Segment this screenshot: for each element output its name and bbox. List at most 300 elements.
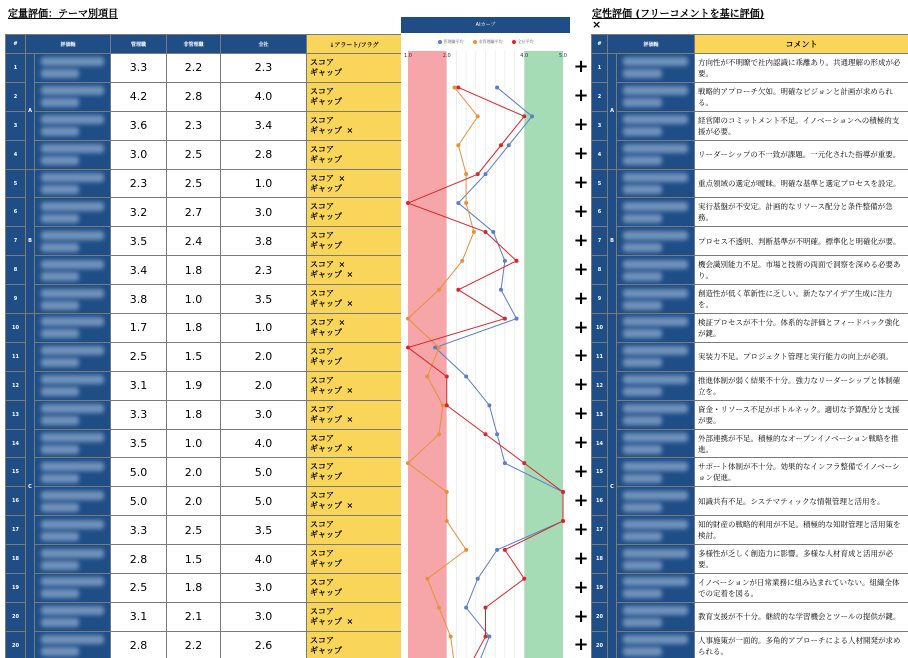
flag-label-gap: ギャップ: [310, 241, 343, 251]
data-point-series-1: [464, 172, 468, 176]
score-nonmanager: 2.0: [167, 487, 221, 516]
x-tick-label: 4.0: [520, 53, 529, 59]
comment-cell: 多様性が乏しく創造力に影響。多様な人材育成と活用が必要。: [695, 545, 908, 574]
score-company: 3.4: [221, 111, 307, 140]
data-point-series-1: [425, 577, 429, 581]
comment-cell: 実装力不足。プロジェクト管理と実行能力の向上が必須。: [695, 342, 908, 371]
data-point-series-0: [499, 288, 503, 292]
axis-item-blurred: [617, 458, 695, 487]
data-point-series-2: [503, 548, 507, 552]
group-label: C: [26, 314, 35, 658]
row-index: 19: [592, 574, 608, 603]
score-manager: 3.1: [111, 371, 167, 400]
data-point-series-1: [476, 114, 480, 118]
add-row-button[interactable]: +: [573, 316, 589, 338]
alert-flag-cell[interactable]: [307, 602, 402, 631]
row-index: 16: [592, 487, 608, 516]
score-company: 2.3: [221, 256, 307, 285]
flag-line-1: [310, 520, 401, 530]
table-row: [6, 487, 402, 516]
add-row-button[interactable]: +: [573, 258, 589, 280]
flag-line-1: [310, 405, 401, 415]
axis-item-blurred: [617, 169, 695, 198]
flag-mark-2: ×: [346, 299, 354, 309]
flag-label-gap: ギャップ: [310, 270, 343, 280]
row-index: 19: [6, 574, 26, 603]
row-index: 18: [592, 545, 608, 574]
flag-line-1: [310, 434, 401, 444]
data-point-series-1: [460, 259, 464, 263]
score-manager: 3.2: [111, 198, 167, 227]
data-point-series-0: [495, 85, 499, 89]
table-row: [6, 54, 402, 83]
flag-label-score: スコア: [310, 433, 335, 443]
data-point-series-1: [437, 288, 441, 292]
axis-item-blurred: [35, 169, 111, 198]
flag-label-score: スコア: [310, 260, 335, 270]
add-row-button[interactable]: +: [573, 85, 589, 107]
flag-label-gap: ギャップ: [310, 530, 343, 540]
flag-mark-2: ×: [346, 443, 354, 453]
row-index: 10: [6, 314, 26, 343]
alert-flag-cell[interactable]: [307, 54, 402, 83]
table-row: [6, 314, 402, 343]
axis-item-blurred: [617, 256, 695, 285]
flag-line-2: [310, 386, 401, 396]
axis-item-blurred: [617, 602, 695, 631]
qual-title: 定性評価 (フリーコメントを基に評価): [592, 9, 765, 20]
flag-label-gap: ギャップ: [310, 183, 343, 193]
alert-flag-cell[interactable]: [307, 487, 402, 516]
table-row: [6, 602, 402, 631]
table-row: [592, 342, 908, 371]
flag-line-2: [310, 559, 401, 569]
data-point-series-2: [515, 259, 519, 263]
flag-mark-2: ×: [346, 125, 354, 135]
table-row: [592, 429, 908, 458]
score-company: 5.0: [221, 458, 307, 487]
axis-item-blurred: [35, 140, 111, 169]
flag-line-2: [310, 617, 401, 627]
score-company: 2.0: [221, 371, 307, 400]
axis-item-blurred: [35, 82, 111, 111]
score-nonmanager: 1.8: [167, 256, 221, 285]
flag-line-2: [310, 501, 401, 511]
row-index: 7: [592, 227, 608, 256]
alert-flag-cell[interactable]: [307, 429, 402, 458]
score-company: 4.0: [221, 545, 307, 574]
alert-flag-cell[interactable]: [307, 256, 402, 285]
flag-line-2: [310, 212, 401, 222]
data-point-series-1: [437, 432, 441, 436]
score-manager: 3.3: [111, 516, 167, 545]
axis-item-blurred: [35, 198, 111, 227]
flag-line-1: [310, 578, 401, 588]
score-manager: 2.5: [111, 342, 167, 371]
alert-flag-cell[interactable]: [307, 342, 402, 371]
row-index: 5: [592, 169, 608, 198]
data-point-series-1: [472, 230, 476, 234]
add-row-button[interactable]: +: [573, 403, 589, 425]
score-nonmanager: 1.5: [167, 545, 221, 574]
score-nonmanager: 2.5: [167, 140, 221, 169]
add-row-button[interactable]: +: [573, 461, 589, 483]
add-row-button[interactable]: +: [573, 518, 589, 540]
row-index: 13: [592, 400, 608, 429]
add-row-button[interactable]: +: [573, 605, 589, 627]
alert-flag-cell[interactable]: [307, 371, 402, 400]
flag-label-gap: ギャップ: [310, 154, 343, 164]
data-point-series-0: [503, 461, 507, 465]
data-point-series-1: [464, 548, 468, 552]
data-point-series-2: [456, 85, 460, 89]
axis-item-blurred: [35, 602, 111, 631]
row-index: 15: [592, 458, 608, 487]
flag-label-gap: ギャップ: [310, 645, 343, 655]
axis-item-blurred: [617, 285, 695, 314]
quant-header-row: [6, 35, 402, 54]
flag-label-gap: ギャップ: [310, 616, 343, 626]
flag-label-score: スコア: [310, 606, 335, 616]
add-row-button[interactable]: +: [573, 229, 589, 251]
add-row-button[interactable]: +: [573, 374, 589, 396]
axis-item-blurred: [617, 371, 695, 400]
score-nonmanager: 1.8: [167, 574, 221, 603]
comment-cell: 戦略的アプローチ欠如。明確なビジョンと計画が求められる。: [695, 82, 908, 111]
data-point-series-0: [484, 172, 488, 176]
flag-label-score: スコア: [310, 346, 335, 356]
axis-item-blurred: [35, 458, 111, 487]
data-point-series-2: [522, 461, 526, 465]
table-row: [592, 256, 908, 285]
data-point-series-1: [456, 143, 460, 147]
flag-line-1: [310, 636, 401, 646]
table-row: [6, 371, 402, 400]
flag-mark-1: ×: [338, 173, 346, 183]
row-index: 7: [6, 227, 26, 256]
flag-label-gap: ギャップ: [310, 96, 343, 106]
axis-item-blurred: [617, 574, 695, 603]
col-header-alert[interactable]: ↓アラート/フラグ: [307, 35, 402, 54]
data-point-series-0: [530, 114, 534, 118]
row-index: 8: [592, 256, 608, 285]
row-index: 20: [6, 602, 26, 631]
flag-label-gap: ギャップ: [310, 125, 343, 135]
flag-line-2: [310, 299, 401, 309]
add-row-button[interactable]: +: [573, 432, 589, 454]
add-row-button[interactable]: +: [573, 489, 589, 511]
flag-mark-1: ×: [338, 260, 346, 270]
quant-table: [5, 34, 402, 658]
axis-item-blurred: [35, 256, 111, 285]
comment-cell: 経営陣のコミットメント不足。イノベーションへの積極的支援が必要。: [695, 111, 908, 140]
legend-item-company: [512, 39, 534, 45]
row-index: 2: [592, 82, 608, 111]
col-header-axis-right: 評価軸: [608, 35, 695, 54]
table-row: [592, 487, 908, 516]
data-point-series-0: [464, 374, 468, 378]
score-company: 3.5: [221, 516, 307, 545]
flag-label-gap: ギャップ: [310, 327, 343, 337]
low-score-band: [408, 51, 447, 658]
flag-line-1: [310, 462, 401, 472]
score-company: 3.0: [221, 198, 307, 227]
score-company: 2.8: [221, 140, 307, 169]
row-index: 17: [592, 516, 608, 545]
row-index: 14: [592, 429, 608, 458]
data-point-series-1: [453, 85, 457, 89]
flag-mark-2: ×: [346, 270, 354, 280]
table-row: [592, 54, 908, 83]
comment-cell: サポート体制が不十分。効果的なインフラ整備でイノベーション促進。: [695, 458, 908, 487]
axis-item-blurred: [617, 429, 695, 458]
alert-flag-cell[interactable]: [307, 400, 402, 429]
score-nonmanager: 2.3: [167, 111, 221, 140]
score-nonmanager: 1.5: [167, 342, 221, 371]
score-company: 1.0: [221, 314, 307, 343]
flag-label-score: スコア: [310, 86, 335, 96]
axis-item-blurred: [617, 631, 695, 658]
score-company: 3.5: [221, 285, 307, 314]
score-company: 3.0: [221, 602, 307, 631]
legend-label-nonmanager: 非管理職平均: [478, 39, 503, 44]
data-point-series-2: [406, 201, 410, 205]
ai-curve-chart: [401, 17, 570, 658]
table-row: [6, 429, 402, 458]
add-row-button[interactable]: +: [573, 56, 589, 78]
alert-flag-cell[interactable]: [307, 458, 402, 487]
flag-line-2: [310, 588, 401, 598]
alert-flag-cell[interactable]: [307, 169, 402, 198]
alert-flag-cell[interactable]: [307, 82, 402, 111]
flag-label-gap: ギャップ: [310, 212, 343, 222]
flag-mark-2: ×: [346, 616, 354, 626]
table-row: [592, 545, 908, 574]
table-row: [6, 198, 402, 227]
add-row-button[interactable]: +: [573, 634, 589, 656]
data-point-series-2: [561, 490, 565, 494]
score-manager: 3.5: [111, 429, 167, 458]
table-row: [592, 198, 908, 227]
flag-mark-2: ×: [346, 501, 354, 511]
comment-cell: 方向性が不明瞭で社内認識に乖離あり。共通理解の形成が必要。: [695, 54, 908, 83]
chart-title: AIカーブ: [401, 17, 570, 33]
alert-flag-cell[interactable]: [307, 516, 402, 545]
axis-item-blurred: [35, 111, 111, 140]
score-manager: 3.5: [111, 227, 167, 256]
score-company: 3.0: [221, 574, 307, 603]
data-point-series-0: [495, 432, 499, 436]
flag-line-2: [310, 530, 401, 540]
flag-line-2: [310, 444, 401, 454]
score-manager: 4.2: [111, 82, 167, 111]
group-label: C: [608, 314, 617, 658]
flag-label-score: スコア: [310, 202, 335, 212]
flag-mark-2: ×: [346, 385, 354, 395]
alert-flag-cell[interactable]: [307, 285, 402, 314]
col-header-comment: コメント: [695, 35, 908, 54]
add-row-button[interactable]: +: [573, 114, 589, 136]
data-point-series-2: [445, 403, 449, 407]
add-row-button[interactable]: +: [573, 172, 589, 194]
score-nonmanager: 2.0: [167, 458, 221, 487]
table-row: [592, 82, 908, 111]
table-row: [592, 458, 908, 487]
data-point-series-1: [445, 519, 449, 523]
score-manager: 5.0: [111, 458, 167, 487]
score-nonmanager: 2.8: [167, 82, 221, 111]
data-point-series-2: [484, 606, 488, 610]
alert-flag-cell[interactable]: [307, 314, 402, 343]
table-row: [592, 371, 908, 400]
table-row: [592, 314, 908, 343]
table-row: [592, 111, 908, 140]
data-point-series-0: [515, 317, 519, 321]
data-point-series-2: [503, 317, 507, 321]
data-point-series-0: [491, 230, 495, 234]
comment-cell: 実行基盤が不安定。計画的なリソース配分と条件整備が急務。: [695, 198, 908, 227]
comment-cell: リーダーシップの不一致が課題。一元化された指導が重要。: [695, 140, 908, 169]
alert-flag-cell[interactable]: [307, 140, 402, 169]
group-label: A: [26, 54, 35, 170]
alert-flag-cell[interactable]: [307, 198, 402, 227]
group-label: B: [608, 169, 617, 313]
score-manager: 3.8: [111, 285, 167, 314]
score-nonmanager: 1.8: [167, 400, 221, 429]
data-point-series-2: [476, 172, 480, 176]
axis-item-blurred: [35, 516, 111, 545]
flag-label-gap: ギャップ: [310, 587, 343, 597]
data-point-series-0: [507, 143, 511, 147]
flag-label-score: スコア: [310, 462, 335, 472]
flag-label-score: スコア: [310, 57, 335, 67]
data-point-series-0: [487, 635, 491, 639]
flag-line-2: [310, 241, 401, 251]
score-manager: 3.4: [111, 256, 167, 285]
row-index: 6: [592, 198, 608, 227]
flag-line-1: [310, 174, 401, 184]
flag-label-gap: ギャップ: [310, 472, 343, 482]
high-score-band: [524, 51, 563, 658]
add-row-button[interactable]: +: [573, 143, 589, 165]
flag-line-2: [310, 155, 401, 165]
alert-flag-cell[interactable]: [307, 574, 402, 603]
score-nonmanager: 1.9: [167, 371, 221, 400]
add-row-button[interactable]: +: [573, 576, 589, 598]
legend-label-manager: 管理職平均: [443, 39, 464, 44]
alert-flag-cell[interactable]: [307, 111, 402, 140]
flag-line-1: [310, 145, 401, 155]
flag-line-2: [310, 270, 401, 280]
legend-item-manager: [438, 39, 464, 45]
data-point-series-2: [484, 230, 488, 234]
flag-line-1: [310, 376, 401, 386]
flag-label-score: スコア: [310, 173, 335, 183]
flag-line-2: [310, 97, 401, 107]
axis-item-blurred: [35, 487, 111, 516]
alert-flag-cell[interactable]: [307, 227, 402, 256]
axis-item-blurred: [617, 198, 695, 227]
alert-flag-cell[interactable]: [307, 545, 402, 574]
add-row-button[interactable]: +: [573, 200, 589, 222]
alert-flag-cell[interactable]: [307, 631, 402, 658]
score-nonmanager: 2.5: [167, 169, 221, 198]
data-point-series-0: [495, 548, 499, 552]
score-nonmanager: 2.2: [167, 54, 221, 83]
score-company: 2.6: [221, 631, 307, 658]
row-index: 15: [6, 458, 26, 487]
table-row: [592, 400, 908, 429]
axis-item-blurred: [35, 574, 111, 603]
score-nonmanager: 1.8: [167, 314, 221, 343]
comment-cell: 推進体制が弱く結果不十分。強力なリーダーシップと体制確立を。: [695, 371, 908, 400]
row-index: 1: [6, 54, 26, 83]
flag-line-1: [310, 58, 401, 68]
x-tick-label: 1.0: [404, 53, 412, 59]
flag-line-1: [310, 318, 401, 328]
x-tick-label: 2.0: [442, 53, 451, 59]
data-point-series-0: [464, 606, 468, 610]
flag-label-score: スコア: [310, 317, 335, 327]
comment-cell: 教育支援が不十分。継続的な学習機会とツールの提供が鍵。: [695, 602, 908, 631]
flag-line-1: [310, 289, 401, 299]
close-icon[interactable]: ×: [592, 18, 602, 31]
table-row: [6, 574, 402, 603]
score-manager: 5.0: [111, 487, 167, 516]
table-row: [592, 516, 908, 545]
chart-legend: [401, 33, 570, 51]
flag-label-score: スコア: [310, 491, 335, 501]
row-index: 4: [592, 140, 608, 169]
flag-line-1: [310, 347, 401, 357]
add-row-button[interactable]: +: [573, 345, 589, 367]
legend-item-nonmanager: [473, 39, 503, 45]
score-manager: 3.0: [111, 140, 167, 169]
flag-label-score: スコア: [310, 115, 335, 125]
data-point-series-2: [561, 519, 565, 523]
table-row: [6, 458, 402, 487]
axis-item-blurred: [617, 54, 695, 83]
add-row-button[interactable]: +: [573, 547, 589, 569]
data-point-series-2: [484, 432, 488, 436]
flag-label-gap: ギャップ: [310, 559, 343, 569]
flag-label-gap: ギャップ: [310, 414, 343, 424]
comment-cell: 人事施策が一面的。多角的アプローチによる人材開発が求められる。: [695, 631, 908, 658]
add-row-button[interactable]: +: [573, 287, 589, 309]
score-manager: 3.1: [111, 602, 167, 631]
row-index: 1: [592, 54, 608, 83]
flag-label-gap: ギャップ: [310, 67, 343, 77]
data-point-series-2: [499, 143, 503, 147]
score-manager: 2.8: [111, 631, 167, 658]
table-row: [6, 82, 402, 111]
axis-item-blurred: [35, 314, 111, 343]
group-label: A: [608, 54, 617, 170]
flag-line-1: [310, 202, 401, 212]
score-company: 5.0: [221, 487, 307, 516]
legend-swatch-company: [512, 40, 516, 44]
table-row: [6, 111, 402, 140]
axis-item-blurred: [617, 140, 695, 169]
data-point-series-2: [484, 635, 488, 639]
data-point-series-1: [441, 403, 445, 407]
table-row: [6, 400, 402, 429]
flag-label-gap: ギャップ: [310, 299, 343, 309]
flag-label-score: スコア: [310, 404, 335, 414]
flag-line-1: [310, 116, 401, 126]
score-manager: 2.5: [111, 574, 167, 603]
row-index: 8: [6, 256, 26, 285]
